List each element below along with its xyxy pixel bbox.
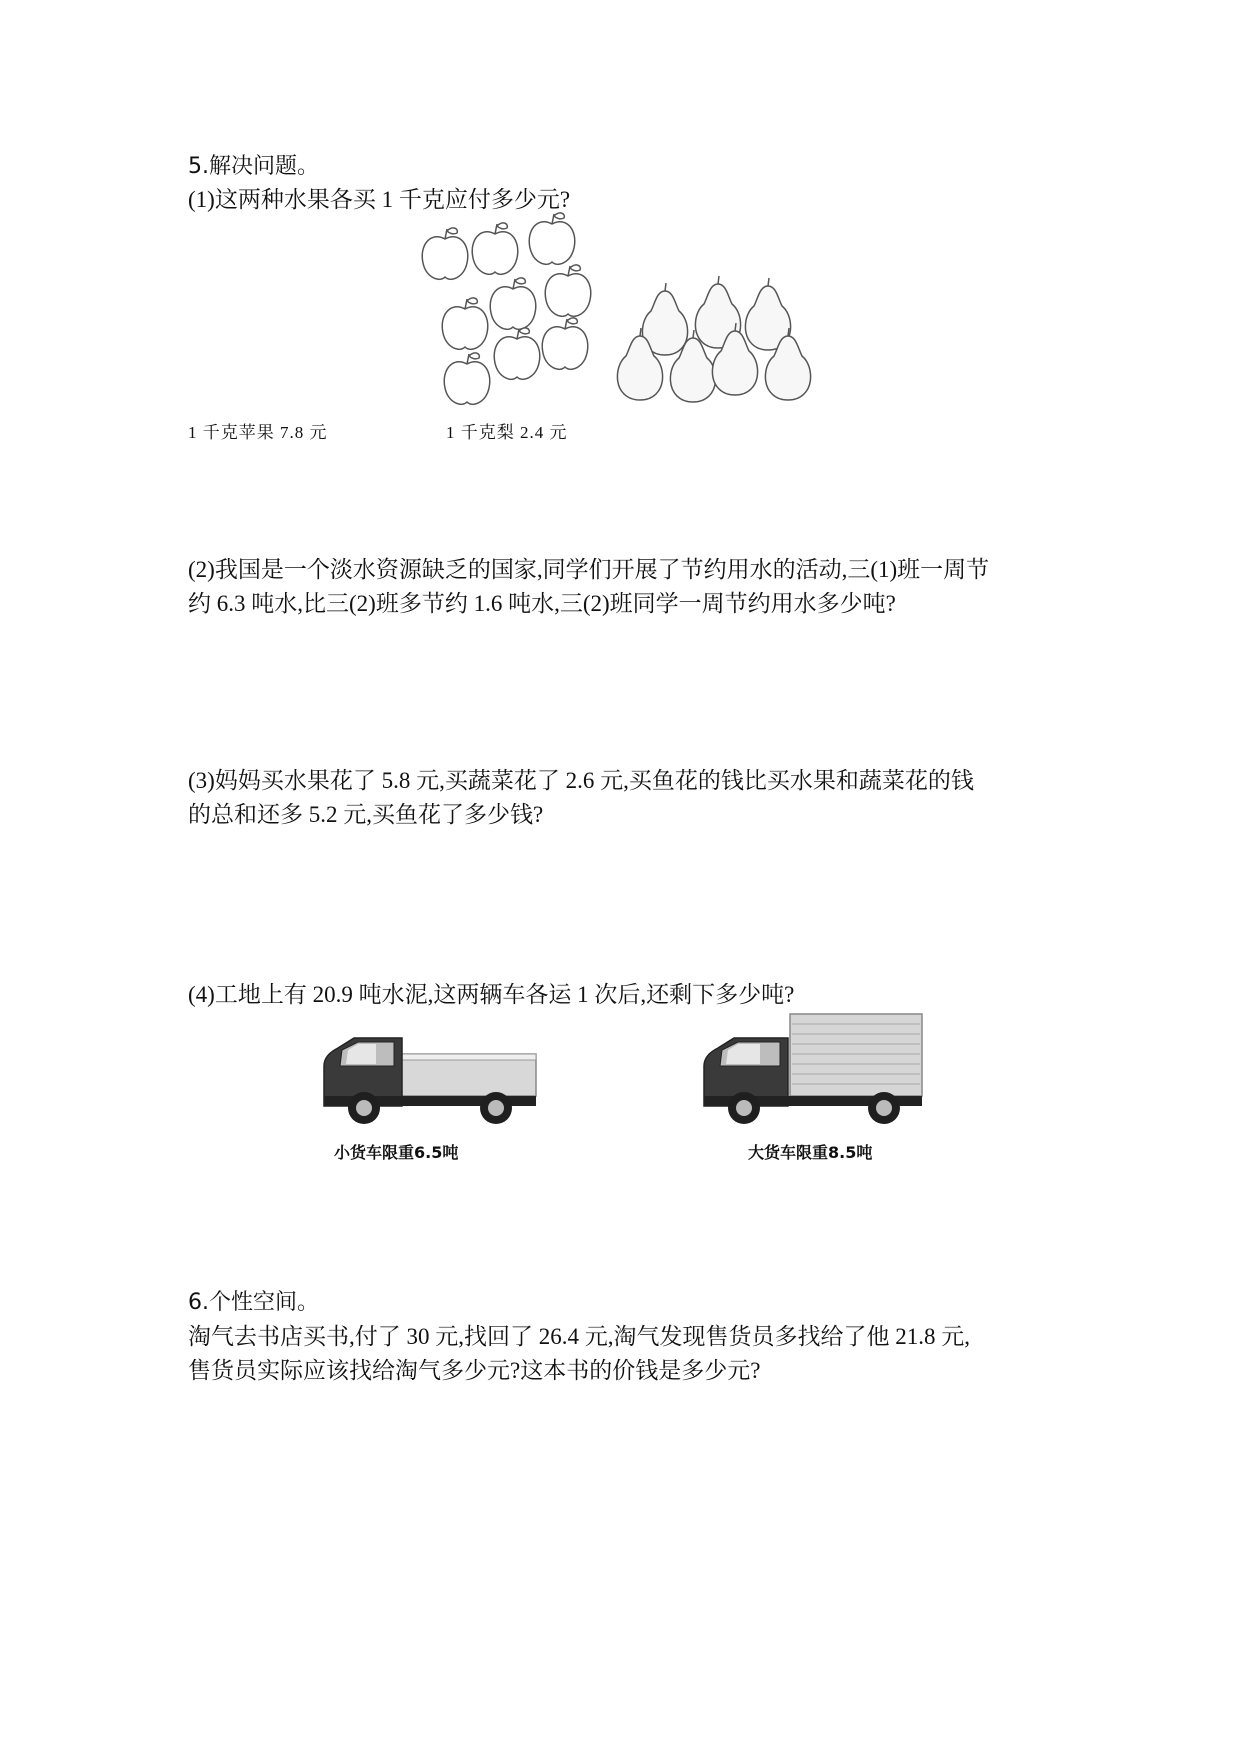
- apple-price-caption: 1 千克苹果 7.8 元: [188, 423, 328, 442]
- apple-icon: [442, 298, 488, 349]
- apple-icon: [490, 278, 536, 329]
- section-6-line-1: 淘气去书店买书,付了 30 元,找回了 26.4 元,淘气发现售货员多找给了他 21.8 元,: [188, 1324, 970, 1349]
- apple-icon: [422, 228, 468, 279]
- apple-icon: [545, 265, 591, 316]
- question-1-text: (1)这两种水果各买 1 千克应付多少元?: [188, 187, 571, 212]
- question-3-line-1: (3)妈妈买水果花了 5.8 元,买蔬菜花了 2.6 元,买鱼花的钱比买水果和蔬菜花的钱: [188, 768, 974, 793]
- pears-illustration: [610, 262, 820, 412]
- small-truck-illustration: [318, 1030, 544, 1124]
- big-truck-caption: 大货车限重8.5吨: [748, 1143, 873, 1162]
- section-5-title: 5.解决问题。: [188, 154, 319, 179]
- question-3-line-2: 的总和还多 5.2 元,买鱼花了多少钱?: [188, 802, 544, 827]
- apple-icon: [494, 328, 540, 379]
- section-6-line-2: 售货员实际应该找给淘气多少元?这本书的价钱是多少元?: [188, 1358, 761, 1383]
- apple-icon: [472, 223, 518, 274]
- small-truck-caption: 小货车限重6.5吨: [334, 1143, 459, 1162]
- question-2-line-1: (2)我国是一个淡水资源缺乏的国家,同学们开展了节约用水的活动,三(1)班一周节: [188, 557, 990, 582]
- apple-icon: [529, 213, 575, 264]
- question-4-text: (4)工地上有 20.9 吨水泥,这两辆车各运 1 次后,还剩下多少吨?: [188, 982, 795, 1007]
- apple-icon: [444, 353, 490, 404]
- question-2-line-2: 约 6.3 吨水,比三(2)班多节约 1.6 吨水,三(2)班同学一周节约用水多少吨?: [188, 591, 896, 616]
- apples-illustration: [425, 212, 625, 412]
- section-6-title: 6.个性空间。: [188, 1290, 319, 1315]
- big-truck-illustration: [700, 1010, 930, 1124]
- apple-icon: [542, 318, 588, 369]
- pear-price-caption: 1 千克梨 2.4 元: [446, 423, 568, 442]
